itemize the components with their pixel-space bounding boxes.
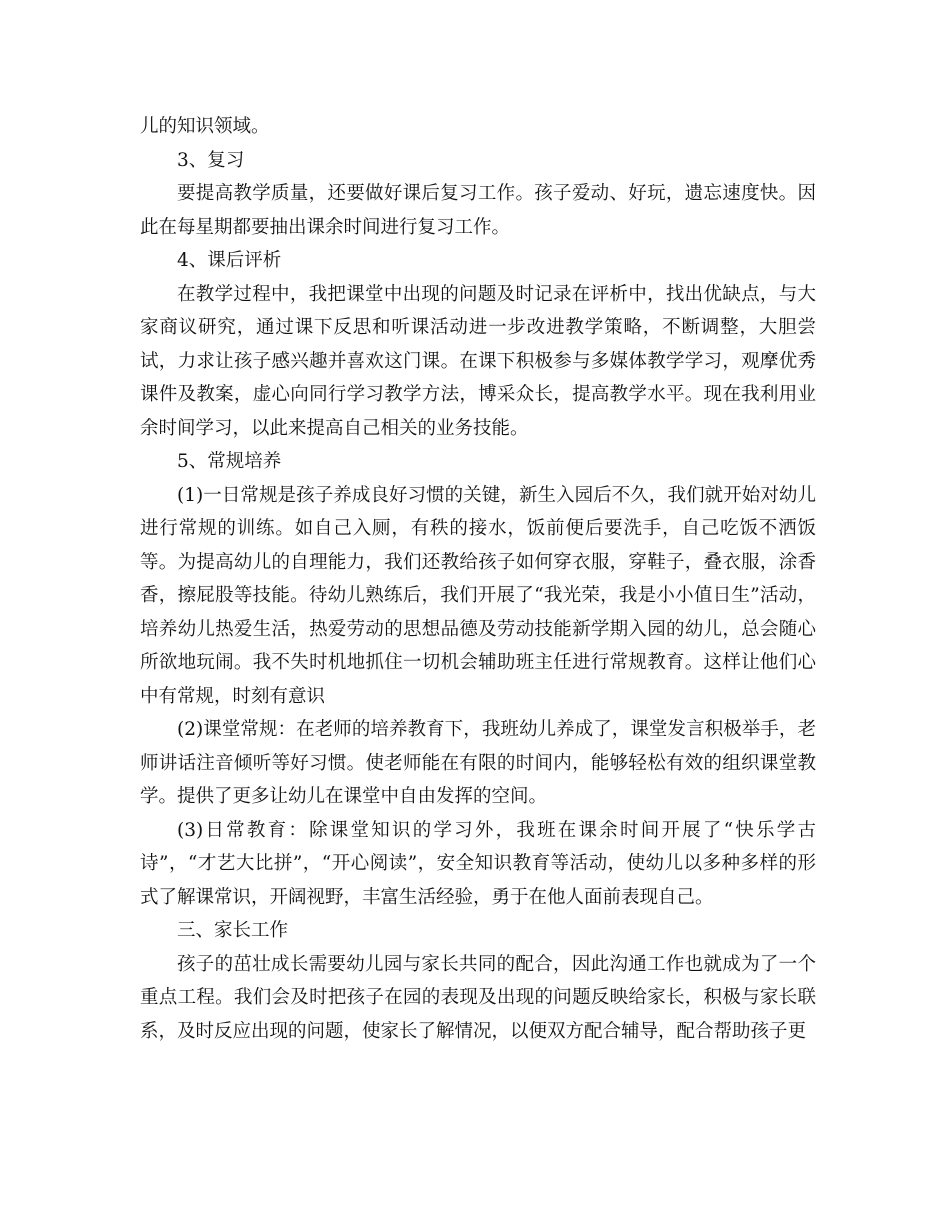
section-heading-evaluation: 4、课后评析 (177, 250, 282, 271)
paragraph-parents: 孩子的茁壮成长需要幼儿园与家长共同的配合，因此沟通工作也就成为了一个重点工程。我们会及时把孩子在园的表现及出现的问题反映给家长，积极与家长联系，及时反应出现的问题，使家长了解情况，以便双方配合辅导，配合帮助孩子更 (140, 953, 816, 1042)
document-body (140, 110, 816, 1048)
paragraph-continuation: 儿的知识领域。 (140, 116, 270, 137)
paragraph-classroom-routine: (2)课堂常规：在老师的培养教育下，我班幼儿养成了，课堂发言积极举手，老师讲话注音倾听等好习惯。使老师能在有限的时间内，能够轻松有效的组织课堂教学。提供了更多让幼儿在课堂中自由发挥的空间。 (140, 719, 816, 807)
section-heading-parents: 三、家长工作 (177, 920, 289, 941)
section-heading-routine: 5、常规培养 (177, 451, 282, 472)
paragraph-review: 要提高教学质量，还要做好课后复习工作。孩子爱动、好玩，遗忘速度快。因此在每星期都要抽出课余时间进行复习工作。 (140, 183, 816, 238)
paragraph-daily-routine: (1)一日常规是孩子养成良好习惯的关键，新生入园后不久，我们就开始对幼儿进行常规的训练。如自己入厕，有秩的接水，饭前便后要洗手，自己吃饭不洒饭等。为提高幼儿的自理能力，我们还教给孩子如何穿衣服，穿鞋子，叠衣服，涂香香，擦屁股等技能。待幼儿熟练后，我们开展了“我光荣，我是小小值日生”活动，培养幼儿热爱生活，热爱劳动的思想品德及劳动技能新学期入园的幼儿，总会随心所欲地玩闹。我不失时机地抓住一切机会辅助班主任进行常规教育。这样让他们心中有常规，时刻有意识 (140, 484, 816, 707)
paragraph-daily-education: (3)日常教育：除课堂知识的学习外，我班在课余时间开展了“快乐学古诗”，“才艺大比拼”，“开心阅读”，安全知识教育等活动，使幼儿以多种多样的形式了解课常识，开阔视野，丰富生活经验，勇于在他人面前表现自己。 (140, 819, 816, 908)
paragraph-evaluation: 在教学过程中，我把课堂中出现的问题及时记录在评析中，找出优缺点，与大家商议研究，通过课下反思和听课活动进一步改进教学策略，不断调整，大胆尝试，力求让孩子感兴趣并喜欢这门课。在课下积极参与多媒体教学学习，观摩优秀课件及教案，虚心向同行学习教学方法，博采众长，提高教学水平。现在我利用业余时间学习，以此来提高自己相关的业务技能。 (140, 283, 816, 439)
section-heading-review: 3、复习 (177, 149, 245, 171)
